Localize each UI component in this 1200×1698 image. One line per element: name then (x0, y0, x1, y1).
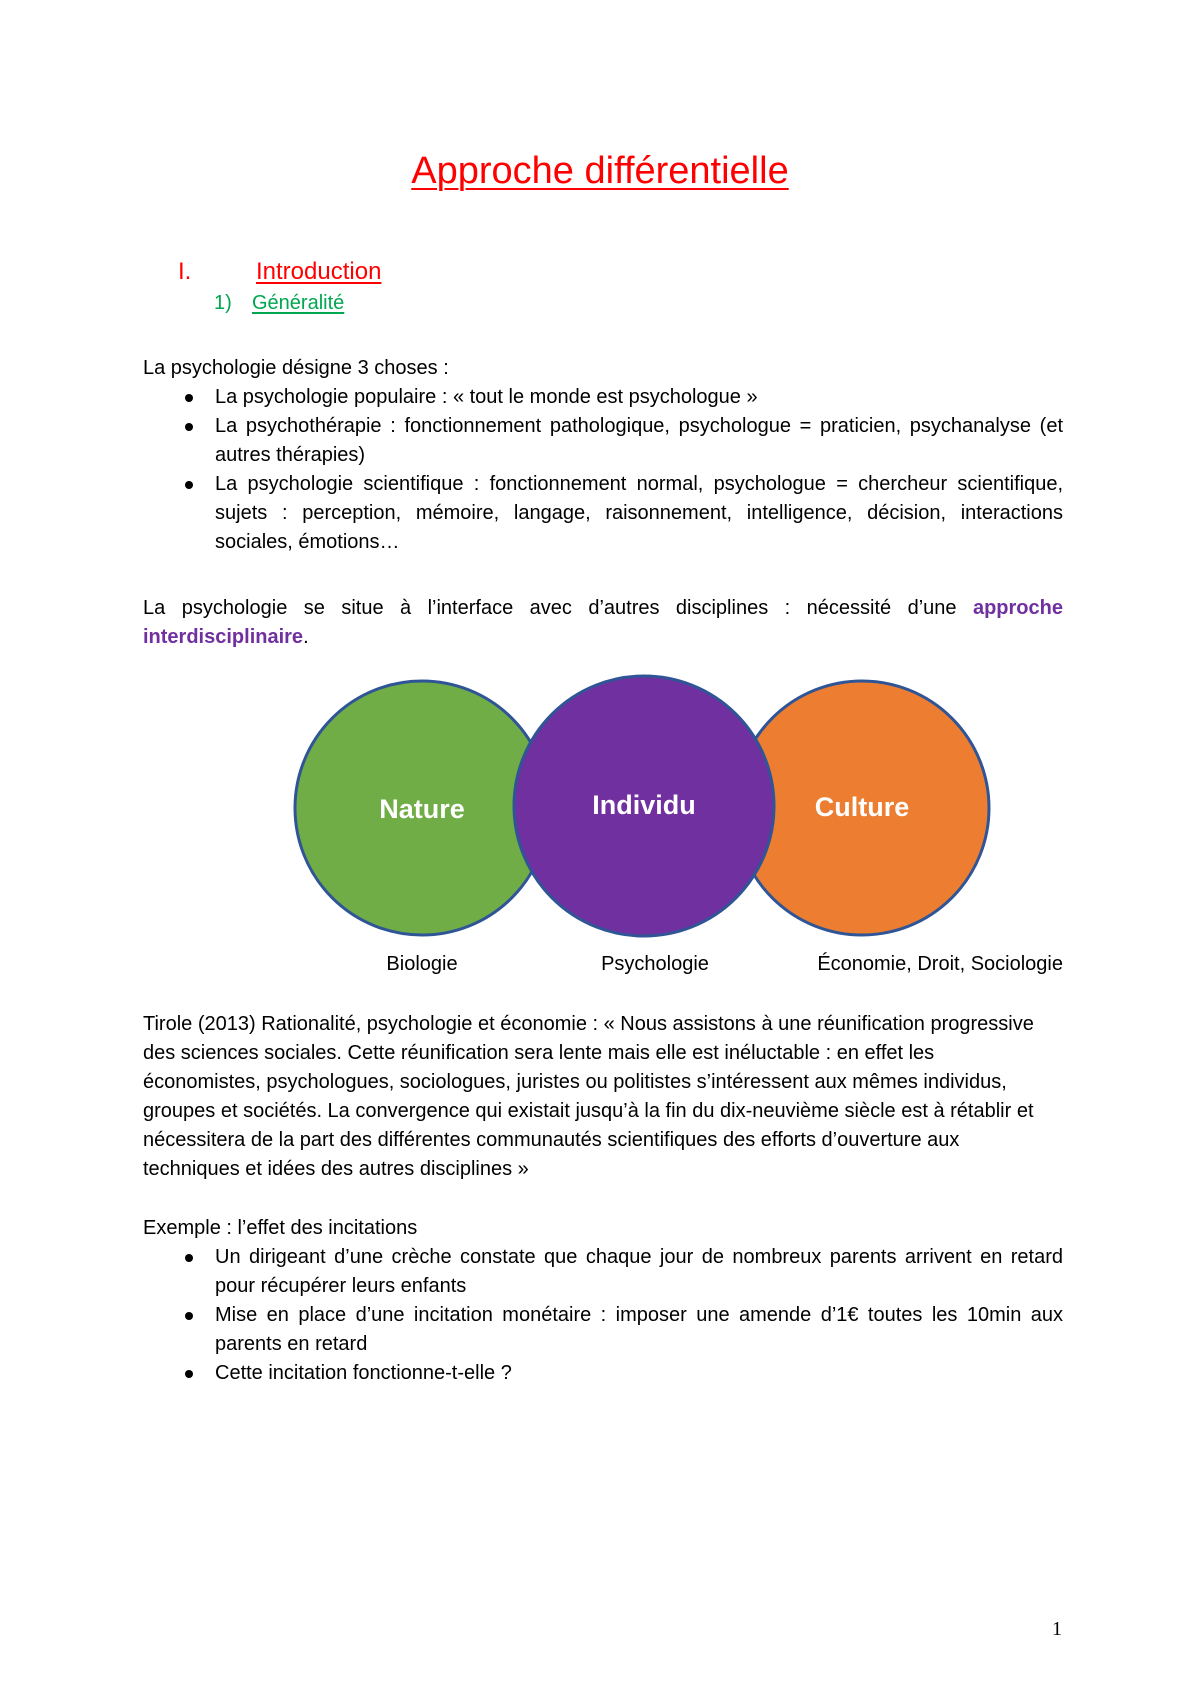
list-item (143, 1301, 1063, 1359)
interface-text: La psychologie se situe à l’interface avec d’autres disciplines : nécessité d’une (143, 597, 973, 619)
list-item-text: La psychologie populaire : « tout le monde est psychologue » (215, 386, 758, 408)
list-item-text: Un dirigeant d’une crèche constate que chaque jour de nombreux parents arrivent en retard pour récupérer leurs enfants (215, 1246, 1063, 1297)
biologie-caption: Biologie (386, 953, 458, 975)
list-item-text: La psychologie scientifique : fonctionnement normal, psychologue = chercheur scientifique, sujets : perception, mémoire, langage, raisonnement, intelligence, décision, interactions sociales, émotions… (215, 473, 1063, 553)
list-item (143, 1243, 1063, 1301)
bullet-icon (185, 1312, 193, 1320)
example-heading: Exemple : l’effet des incitations (143, 1217, 418, 1239)
subsection-number: 1) (214, 292, 232, 314)
page-number: 1 (1052, 1618, 1062, 1640)
tirole-quote: Tirole (2013) Rationalité, psychologie et économie : « Nous assistons à une réunification progressive des sciences sociales. Cette réunification sera lente mais elle est inéluctable : en effet les économistes, psychologues, sociologues, juristes ou politistes s’intéressent aux mêmes individus, groupes et sociétés. La convergence qui existait jusqu’à la fin du dix-neuvième siècle est à rétablir et nécessitera de la part des différentes communautés scientifiques des efforts d’ouverture aux techniques et idées des autres disciplines » (143, 1013, 1034, 1180)
list-item-text: Cette incitation fonctionne-t-elle ? (215, 1362, 512, 1384)
bullet-icon (185, 1370, 193, 1378)
individu-label: Individu (592, 790, 696, 820)
list-item-text: Mise en place d’une incitation monétaire : imposer une amende d’1€ toutes les 10min aux parents en retard (215, 1304, 1063, 1355)
section-label: Introduction (256, 258, 382, 285)
nature-label: Nature (379, 794, 465, 824)
culture-caption: Économie, Droit, Sociologie (817, 953, 1063, 975)
culture-label: Culture (814, 792, 910, 822)
psychologie-caption: Psychologie (601, 953, 709, 975)
subsection-label: Généralité (252, 292, 345, 314)
section-number: I. (178, 258, 192, 285)
interdisciplinary-highlight: approche interdisciplinaire (143, 597, 1063, 648)
list-item (143, 1359, 1063, 1388)
intro-paragraph: La psychologie désigne 3 choses : (143, 357, 449, 379)
list-item-text: La psychothérapie : fonctionnement pathologique, psychologue = praticien, psychanalyse (et autres thérapies) (215, 415, 1063, 466)
example-list (143, 1243, 1063, 1388)
document-title: Approche différentielle (411, 150, 789, 192)
bullet-icon (185, 1254, 193, 1262)
interface-end: . (303, 626, 309, 648)
